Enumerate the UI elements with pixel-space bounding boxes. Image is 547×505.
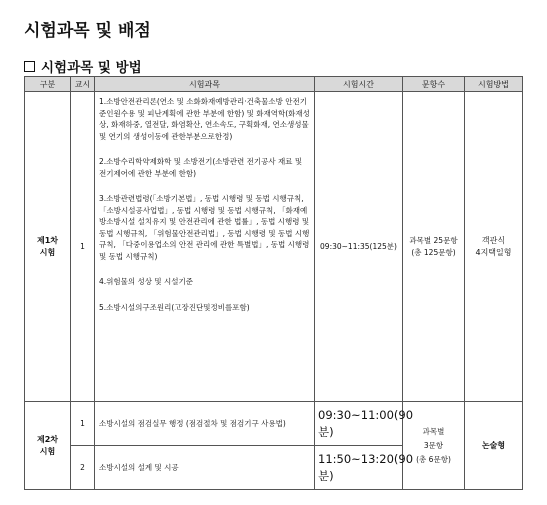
header-category: 구분 — [25, 77, 71, 92]
exam1-period: 1 — [71, 92, 95, 402]
subject-item: 3.소방관련법령(「소방기본법」, 동법 시행령 및 동법 시행규칙, 「소방시설공사업법」, 동법 시행령 및 동법 시행규칙, 「화재예방소방시설 설치유지 및 안전관리에 관한 법률」, 동법 시행령 및 동법 시행규칙, 「위험물안전관리법」, 동법 시행령 및 동법 시행규칙, 「다중이용업소의 안전 관리에 관한 특별법」, 동법 시행령 및 동법 시행규칙) — [99, 194, 310, 261]
exam1-time: 09:30~11:35(125분) — [315, 92, 403, 402]
header-period: 교시 — [71, 77, 95, 92]
exam2-period-1: 1 — [71, 402, 95, 446]
exam2-subject-1: 소방시설의 점검실무 행정 (점검절차 및 점검기구 사용법) — [95, 402, 315, 446]
exam2-count: 과목별 3문항 (총 6문항) — [403, 402, 465, 490]
exam1-subjects — [95, 92, 315, 402]
header-count: 문항수 — [403, 77, 465, 92]
exam1-method: 객관식 4지택일형 — [465, 92, 523, 402]
subject-item: 2.소방수리학약제화학 및 소방전기(소방관련 전기공사 재료 및 전기제어에 관한 부분에 한함) — [99, 157, 303, 178]
exam1-count: 과목별 25문항 (총 125문항) — [403, 92, 465, 402]
subject-item: 1.소방안전관리론(연소 및 소화화재예방관리·건축물소방 안전기준인원수용 및 피난계획에 관한 부분에 한함) 및 화재역학(화재성상, 화재하중, 열전달, 화염확산, 연소속도, 구획화재, 연소생성물 및 연기의 생성이동에 관한부분으로한정) — [99, 97, 310, 141]
exam1-label: 제1차 시험 — [25, 92, 71, 402]
exam2-period-2: 2 — [71, 446, 95, 490]
exam2-time-2: 11:50~13:20(90분) — [315, 446, 403, 490]
square-bullet-icon — [24, 61, 35, 72]
exam2-method: 논술형 — [465, 402, 523, 490]
section-title: 시험과목 및 방법 — [41, 60, 142, 76]
exam-schedule-table — [24, 76, 523, 490]
subject-item: 4.위험물의 성상 및 시설기준 — [99, 277, 194, 286]
table-row-exam2-1 — [25, 402, 523, 446]
section-heading — [24, 56, 142, 76]
header-subject: 시험과목 — [95, 77, 315, 92]
header-method: 시험방법 — [465, 77, 523, 92]
table-row-exam1 — [25, 92, 523, 402]
exam2-time-1: 09:30~11:00(90분) — [315, 402, 403, 446]
subject-item: 5.소방시설의구조원리(고장진단및정비를포함) — [99, 302, 250, 312]
exam2-label: 제2차 시험 — [25, 402, 71, 490]
table-header-row — [25, 77, 523, 92]
header-time: 시험시간 — [315, 77, 403, 92]
page-title: 시험과목 및 배점 — [24, 21, 151, 41]
exam2-subject-2: 소방시설의 설계 및 시공 — [95, 446, 315, 490]
